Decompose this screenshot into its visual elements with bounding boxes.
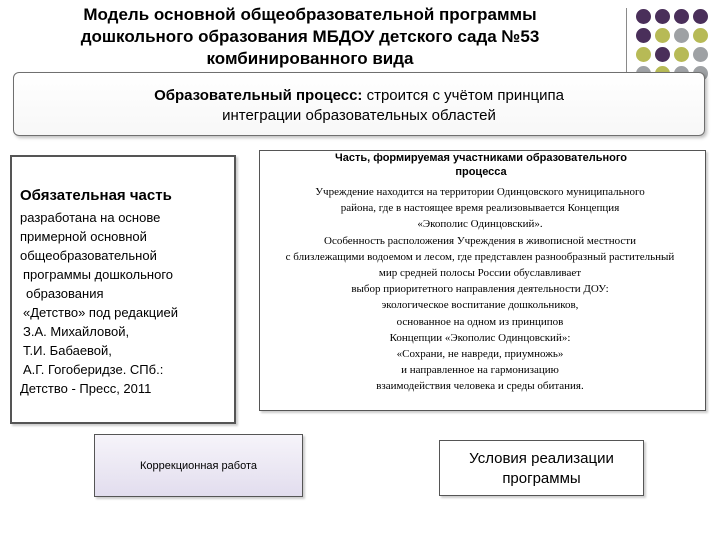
decorative-dot: [636, 28, 651, 43]
title-line-2: дошкольного образования МБДОУ детского сада №53: [80, 27, 540, 46]
mandatory-line: «Детство» под редакцией: [23, 305, 178, 320]
mandatory-line: Детство - Пресс, 2011: [20, 381, 152, 396]
correction-work-box: [94, 434, 303, 497]
mandatory-heading: Обязательная часть: [20, 187, 172, 204]
process-text-2: интеграции образовательных областей: [222, 107, 496, 124]
variable-heading: [280, 151, 682, 179]
page-title: [30, 4, 590, 70]
decorative-dot: [693, 28, 708, 43]
conditions-line-2: программы: [502, 470, 581, 487]
variable-heading-line-2: процесса: [455, 166, 507, 178]
variable-line: с близлежащими водоемом и лесом, где представлен разнообразный растительный: [285, 250, 675, 263]
mandatory-line: Т.И. Бабаевой,: [23, 343, 112, 358]
decorative-dot: [636, 47, 651, 62]
variable-line: Учреждение находится на территории Одинцовского муниципального: [315, 186, 645, 198]
variable-line: взаимодействия человека и среды обитания.: [376, 380, 584, 393]
implementation-conditions-box: [439, 440, 644, 496]
variable-line: «Сохрани, не навреди, приумножь»: [396, 348, 564, 361]
variable-line: экологическое воспитание дошкольников,: [381, 299, 579, 312]
process-label: Образовательный процесс:: [154, 87, 363, 104]
variable-line: Особенность расположения Учреждения в живописной местности: [324, 234, 636, 247]
mandatory-line: образования: [26, 286, 104, 301]
title-line-1: Модель основной общеобразовательной программы: [83, 5, 537, 24]
mandatory-line: З.А. Михайловой,: [23, 324, 130, 339]
decorative-dot: [655, 9, 670, 24]
mandatory-line: общеобразовательной: [20, 248, 157, 263]
variable-heading-line-1: Часть, формируемая участниками образовательного: [334, 152, 628, 164]
mandatory-line: примерной основной: [20, 229, 147, 244]
process-text-1: строится с учётом принципа: [362, 87, 564, 104]
decorative-dot: [674, 9, 689, 24]
title-line-3: комбинированного вида: [206, 49, 414, 68]
variable-line: мир средней полосы России обуславливает: [378, 267, 582, 280]
decorative-dot: [636, 9, 651, 24]
variable-line: основанное на одном из принципов: [396, 315, 564, 328]
variable-line: выбор приоритетного направления деятельности ДОУ:: [351, 283, 609, 296]
decorative-dot: [674, 47, 689, 62]
decorative-dot: [693, 9, 708, 24]
mandatory-line: программы дошкольного: [23, 267, 174, 282]
correction-label: Коррекционная работа: [140, 459, 257, 472]
decorative-dot: [655, 47, 670, 62]
variable-line: района, где в настоящее время реализовывается Концепция: [340, 202, 620, 215]
decorative-dot: [674, 28, 689, 43]
mandatory-line: А.Г. Гогоберидзе. СПб.:: [23, 362, 164, 377]
variable-line: и направленное на гармонизацию: [401, 364, 559, 377]
decorative-dot: [693, 47, 708, 62]
decorative-dot: [655, 28, 670, 43]
educational-process-box: [13, 72, 705, 136]
mandatory-line: разработана на основе: [20, 210, 161, 225]
variable-line: Концепции «Экополис Одинцовский»:: [389, 331, 571, 344]
variable-body: [200, 184, 720, 395]
variable-line: «Экополис Одинцовский».: [417, 218, 543, 231]
conditions-line-1: Условия реализации: [469, 450, 614, 467]
